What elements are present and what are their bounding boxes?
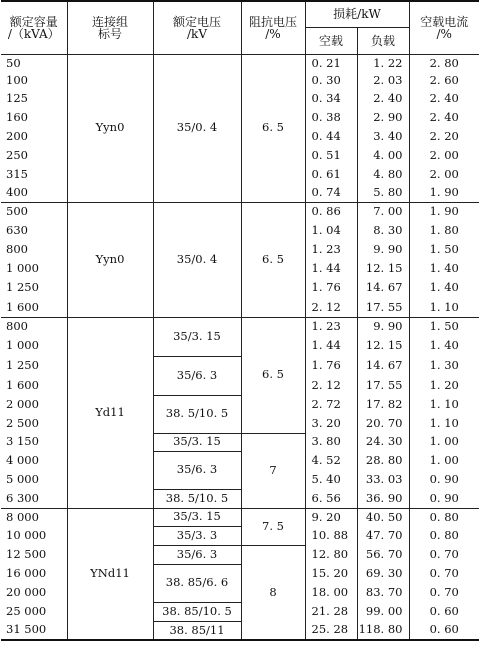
noload-current-cell: 2. 20: [409, 127, 479, 146]
noload-loss-cell: 3. 20: [305, 414, 357, 433]
capacity-cell: 500: [1, 202, 67, 221]
noload-current-cell: 0. 60: [409, 602, 479, 621]
transformer-spec-table: [1, 0, 479, 641]
noload-current-cell: 2. 00: [409, 146, 479, 165]
header-impedance: 阻抗电压 /%: [241, 1, 305, 54]
load-loss-cell: 17. 55: [357, 298, 409, 317]
noload-loss-cell: 3. 80: [305, 433, 357, 451]
noload-loss-cell: 2. 72: [305, 395, 357, 414]
noload-loss-cell: 1. 23: [305, 240, 357, 259]
load-loss-cell: 2. 03: [357, 72, 409, 90]
rated-voltage-cell: 38. 5/10. 5: [153, 489, 241, 508]
connection-group-cell: Yyn0: [67, 202, 153, 317]
noload-loss-cell: 21. 28: [305, 602, 357, 621]
capacity-cell: 10 000: [6, 527, 47, 542]
noload-loss-cell: 0. 51: [305, 146, 357, 165]
load-loss-cell: 118. 80: [357, 621, 409, 640]
header-load-loss: 负载: [357, 27, 409, 54]
noload-current-cell: 0. 90: [409, 470, 479, 489]
load-loss-cell: 9. 90: [357, 317, 409, 336]
connection-group-cell: Yd11: [67, 317, 153, 508]
load-loss-cell: 99. 00: [357, 602, 409, 621]
rated-voltage-cell: 35/3. 3: [153, 526, 241, 545]
noload-loss-cell: 0. 61: [305, 165, 357, 184]
noload-loss-cell: 1. 44: [305, 336, 357, 356]
rated-voltage-cell: 35/3. 15: [153, 508, 241, 526]
capacity-cell: 125: [6, 91, 28, 106]
rated-voltage-cell: 35/6. 3: [153, 451, 241, 489]
load-loss-cell: 14. 67: [357, 278, 409, 298]
capacity-cell: 2 500: [6, 415, 39, 430]
rated-voltage-cell: 35/3. 15: [153, 433, 241, 451]
noload-loss-cell: 9. 20: [305, 508, 357, 526]
capacity-cell: 1 000: [6, 338, 39, 353]
noload-current-cell: 0. 70: [409, 545, 479, 564]
load-loss-cell: 4. 80: [357, 165, 409, 184]
rated-voltage-cell: 35/6. 3: [153, 545, 241, 564]
load-loss-cell: 8. 30: [357, 221, 409, 240]
load-loss-cell: 2. 90: [357, 108, 409, 127]
noload-current-cell: 1. 90: [409, 202, 479, 221]
noload-current-cell: 2. 40: [409, 108, 479, 127]
rated-voltage-cell: 35/3. 15: [153, 317, 241, 356]
capacity-cell: 800: [1, 317, 67, 336]
noload-loss-cell: 1. 76: [305, 356, 357, 376]
noload-loss-cell: 12. 80: [305, 545, 357, 564]
capacity-cell: 3 150: [6, 434, 39, 449]
rated-voltage-cell: 38. 85/11: [153, 621, 241, 640]
noload-current-cell: 2. 40: [409, 90, 479, 108]
noload-current-cell: 1. 50: [409, 240, 479, 259]
noload-loss-cell: 4. 52: [305, 451, 357, 470]
impedance-cell: 6. 5: [241, 317, 305, 433]
capacity-cell: 6 300: [6, 490, 39, 505]
capacity-cell: 4 000: [6, 452, 39, 467]
capacity-cell: 1 000: [6, 260, 39, 275]
table-row: [1, 202, 479, 221]
capacity-cell: 100: [6, 73, 28, 88]
header-noload-loss: 空载: [305, 27, 357, 54]
load-loss-cell: 69. 30: [357, 564, 409, 583]
table-row: [1, 508, 479, 526]
header-connection-group: 连接组 标号: [67, 1, 153, 54]
noload-current-cell: 1. 40: [409, 259, 479, 278]
noload-current-cell: 0. 80: [409, 508, 479, 526]
noload-current-cell: 0. 60: [409, 621, 479, 640]
rated-voltage-cell: 38. 85/6. 6: [153, 564, 241, 602]
noload-loss-cell: 0. 44: [305, 127, 357, 146]
load-loss-cell: 9. 90: [357, 240, 409, 259]
noload-loss-cell: 25. 28: [305, 621, 357, 640]
load-loss-cell: 56. 70: [357, 545, 409, 564]
noload-loss-cell: 1. 04: [305, 221, 357, 240]
load-loss-cell: 33. 03: [357, 470, 409, 489]
connection-group-cell: YNd11: [67, 508, 153, 640]
noload-loss-cell: 0. 38: [305, 108, 357, 127]
rated-voltage-cell: 35/0. 4: [153, 54, 241, 202]
impedance-cell: 6. 5: [241, 54, 305, 202]
noload-current-cell: 1. 10: [409, 414, 479, 433]
impedance-cell: 7. 5: [241, 508, 305, 545]
capacity-cell: 400: [6, 185, 28, 199]
noload-current-cell: 2. 80: [409, 54, 479, 72]
noload-loss-cell: 15. 20: [305, 564, 357, 583]
impedance-cell: 7: [241, 433, 305, 508]
noload-current-cell: 0. 70: [409, 564, 479, 583]
capacity-cell: 315: [6, 166, 28, 181]
load-loss-cell: 17. 82: [357, 395, 409, 414]
load-loss-cell: 7. 00: [357, 202, 409, 221]
capacity-cell: 160: [6, 109, 28, 124]
load-loss-cell: 36. 90: [357, 489, 409, 508]
noload-current-cell: 1. 00: [409, 451, 479, 470]
noload-current-cell: 2. 60: [409, 72, 479, 90]
noload-loss-cell: 5. 40: [305, 470, 357, 489]
noload-loss-cell: 0. 86: [305, 202, 357, 221]
noload-loss-cell: 1. 44: [305, 259, 357, 278]
load-loss-cell: 24. 30: [357, 433, 409, 451]
noload-loss-cell: 0. 21: [305, 54, 357, 72]
table-row: [1, 317, 479, 336]
noload-loss-cell: 10. 88: [305, 526, 357, 545]
capacity-cell: 12 500: [6, 546, 47, 561]
rated-voltage-cell: 38. 5/10. 5: [153, 395, 241, 433]
noload-current-cell: 0. 90: [409, 489, 479, 508]
noload-loss-cell: 0. 74: [305, 184, 357, 202]
header-rated-voltage: 额定电压 /kV: [153, 1, 241, 54]
rated-voltage-cell: 35/0. 4: [153, 202, 241, 317]
capacity-cell: 20 000: [6, 584, 47, 599]
load-loss-cell: 12. 15: [357, 336, 409, 356]
table-row: [1, 54, 479, 72]
noload-current-cell: 1. 50: [409, 317, 479, 336]
connection-group-cell: Yyn0: [67, 54, 153, 202]
noload-current-cell: 0. 80: [409, 526, 479, 545]
noload-loss-cell: 0. 34: [305, 90, 357, 108]
load-loss-cell: 17. 55: [357, 376, 409, 395]
noload-current-cell: 1. 10: [409, 395, 479, 414]
capacity-cell: 250: [6, 147, 28, 162]
impedance-cell: 6. 5: [241, 202, 305, 317]
capacity-cell: 1 250: [6, 280, 39, 295]
capacity-cell: 630: [6, 222, 28, 237]
noload-loss-cell: 6. 56: [305, 489, 357, 508]
noload-loss-cell: 0. 30: [305, 72, 357, 90]
load-loss-cell: 14. 67: [357, 356, 409, 376]
load-loss-cell: 3. 40: [357, 127, 409, 146]
noload-loss-cell: 1. 23: [305, 317, 357, 336]
capacity-cell: 1 600: [6, 377, 39, 392]
load-loss-cell: 12. 15: [357, 259, 409, 278]
noload-current-cell: 1. 00: [409, 433, 479, 451]
capacity-cell: 1 600: [6, 299, 39, 314]
rated-voltage-cell: 38. 85/10. 5: [153, 602, 241, 621]
load-loss-cell: 2. 40: [357, 90, 409, 108]
capacity-cell: 50: [1, 54, 67, 72]
load-loss-cell: 4. 00: [357, 146, 409, 165]
capacity-cell: 1 250: [6, 358, 39, 373]
noload-current-cell: 1. 40: [409, 336, 479, 356]
capacity-cell: 5 000: [6, 471, 39, 486]
rated-voltage-cell: 35/6. 3: [153, 356, 241, 395]
noload-current-cell: 1. 20: [409, 376, 479, 395]
capacity-cell: 800: [6, 241, 28, 256]
header-noload-current: 空载电流 /%: [409, 1, 479, 54]
capacity-cell: 31 500: [1, 621, 67, 640]
load-loss-cell: 40. 50: [357, 508, 409, 526]
load-loss-cell: 5. 80: [357, 184, 409, 202]
noload-current-cell: 1. 40: [409, 278, 479, 298]
noload-current-cell: 1. 80: [409, 221, 479, 240]
noload-loss-cell: 2. 12: [305, 298, 357, 317]
noload-current-cell: 0. 70: [409, 583, 479, 602]
noload-loss-cell: 1. 76: [305, 278, 357, 298]
impedance-cell: 8: [241, 545, 305, 640]
noload-current-cell: 1. 30: [409, 356, 479, 376]
noload-current-cell: 1. 10: [409, 298, 479, 317]
noload-current-cell: 2. 00: [409, 165, 479, 184]
load-loss-cell: 1. 22: [357, 54, 409, 72]
load-loss-cell: 47. 70: [357, 526, 409, 545]
noload-loss-cell: 2. 12: [305, 376, 357, 395]
load-loss-cell: 83. 70: [357, 583, 409, 602]
load-loss-cell: 20. 70: [357, 414, 409, 433]
noload-current-cell: 1. 90: [409, 184, 479, 202]
capacity-cell: 2 000: [6, 396, 39, 411]
capacity-cell: 200: [6, 128, 28, 143]
capacity-cell: 8 000: [1, 508, 67, 526]
header-loss: 损耗/kW: [305, 1, 409, 27]
load-loss-cell: 28. 80: [357, 451, 409, 470]
header-capacity: 额定容量 /（kVA）: [1, 1, 67, 54]
noload-loss-cell: 18. 00: [305, 583, 357, 602]
capacity-cell: 25 000: [6, 603, 47, 618]
capacity-cell: 16 000: [6, 565, 47, 580]
